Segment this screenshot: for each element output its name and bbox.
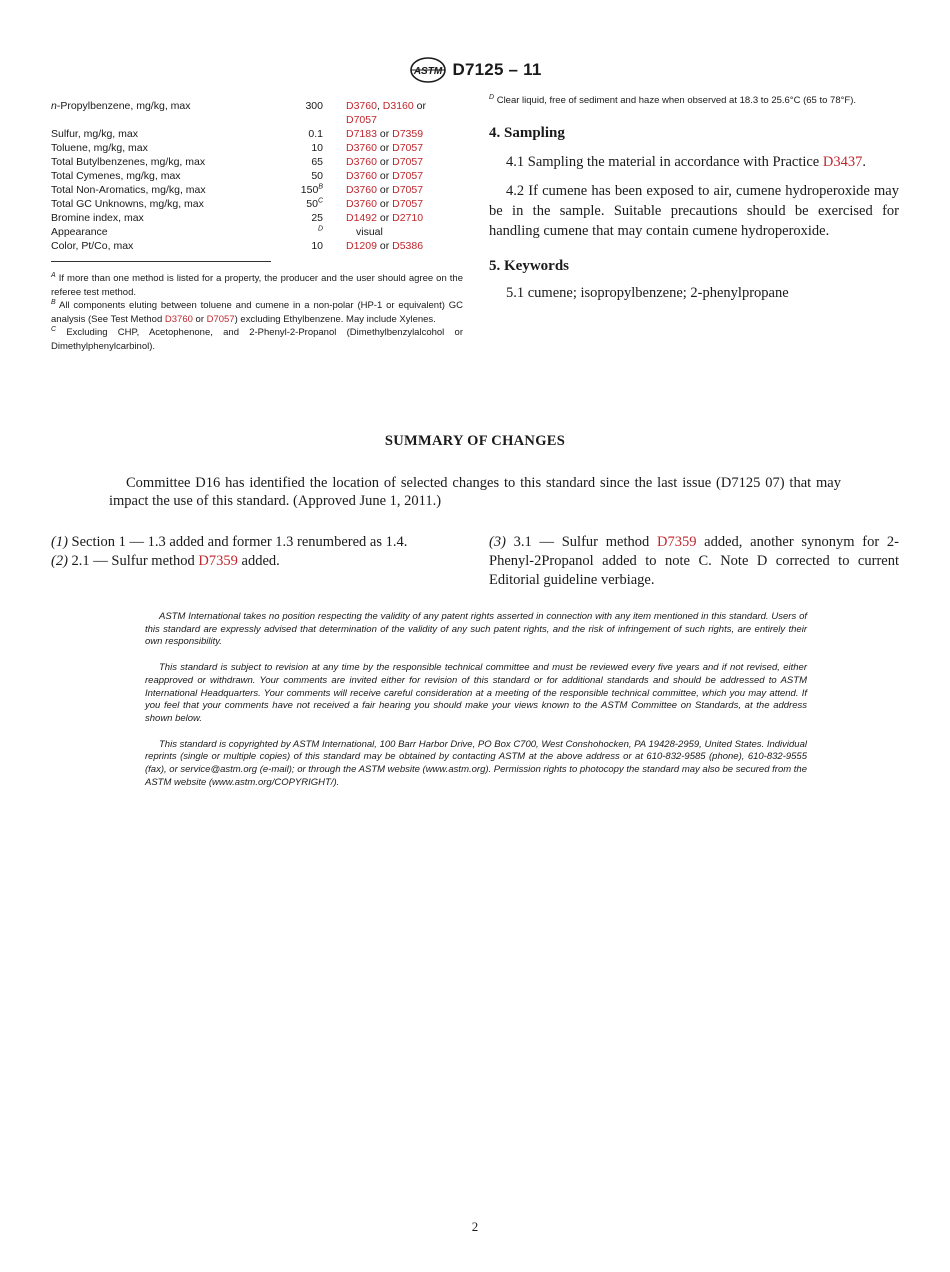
property-value: D — [317, 225, 323, 233]
paragraph-5-1: 5.1 cumene; isopropylbenzene; 2-phenylpropane — [506, 284, 789, 301]
table-row — [51, 169, 463, 183]
property-name: Total Butylbenzenes, mg/kg, max — [51, 156, 206, 168]
page-header — [0, 56, 950, 84]
method-link-d3760[interactable]: D3760 — [346, 170, 377, 182]
paragraph-4-2: 4.2 If cumene has been exposed to air, cumene hydroperoxide may be in the sample. Suitable precautions should be exercised for handling cumene that may contain cumene hydroperoxide. — [489, 182, 899, 239]
test-method: D3760 or D7057 — [346, 156, 424, 168]
legal-copyright-paragraph: This standard is copyrighted by ASTM International, 100 Barr Harbor Drive, PO Box C700, West Conshohocken, PA 19428-2959, United States. Individual reprints (single or multiple copies) of this standard may be obtained by contacting ASTM at the above address or at 610-832-9585 (phone), 610-832-9555 (fax), or service@astm.org (e-mail); or through the ASTM website (www.astm.org). Permission rights to photocopy the standard may also be secured from the ASTM website (www.astm.org/COPYRIGHT/). — [145, 738, 807, 788]
section-heading-sampling: 4. Sampling — [489, 124, 565, 141]
link-d7359[interactable]: D7359 — [656, 534, 697, 550]
changes-list-right — [489, 533, 899, 590]
link-d3760[interactable]: D3760 — [164, 313, 193, 325]
change-item-1: (1) Section 1 — 1.3 added and former 1.3 renumbered as 1.4. — [51, 534, 408, 550]
table-row — [51, 225, 463, 239]
method-link-d7057[interactable]: D7057 — [392, 184, 424, 196]
link-d3437[interactable]: D3437 — [822, 153, 863, 170]
table-row — [51, 183, 463, 197]
test-method: D7183 or D7359 — [346, 128, 424, 140]
link-d7359[interactable]: D7359 — [198, 553, 238, 569]
method-link-d7057[interactable]: D7057 — [346, 114, 377, 126]
legal-patent-paragraph: ASTM International takes no position respecting the validity of any patent rights asserted in connection with any item mentioned in this standard. Users of this standard are expressly advised that determination of the validity of any such patent rights, and the risk of infringement of such rights, are entirely their own responsibility. — [145, 611, 807, 648]
test-method: visual — [356, 226, 383, 238]
method-link-d7057[interactable]: D7057 — [392, 142, 424, 154]
specification-table — [51, 99, 463, 253]
legal-notice — [145, 611, 807, 802]
footnote-b: $^B$ All components eluting between toluene and cumene in a non-polar (HP-1 or equivalent) GC analysis (See Test Method D3760 or D7057) excluding Ethylbenzene. May include Xylenes. — [51, 298, 463, 325]
svg-text:ASTM: ASTM — [413, 66, 442, 77]
method-link-d3760[interactable]: D3760 — [346, 100, 377, 112]
property-value: 0.1 — [308, 128, 323, 140]
table-row — [51, 99, 463, 127]
test-method: D3760 or D7057 — [346, 170, 424, 182]
change-item-2: (2) 2.1 — Sulfur method D7359 added. — [51, 553, 280, 569]
property-name: Total Cymenes, mg/kg, max — [51, 170, 181, 182]
property-name: Color, Pt/Co, max — [51, 240, 134, 252]
legal-revision-paragraph: This standard is subject to revision at any time by the responsible technical committee and must be reviewed every five years and if not revised, either reapproved or withdrawn. Your comments are invited either for revision of this standard or for additional standards and should be addressed to ASTM International Headquarters. Your comments will receive careful consideration at a meeting of the responsible technical committee, which you may attend. If you feel that your comments have not received a fair hearing you should make your views known to the ASTM Committee on Standards, at the address shown below. — [145, 662, 807, 724]
footnote-c: $^C$ Excluding CHP, Acetophenone, and 2-Phenyl-2-Propanol (Dimethylbenzylalcohol or Dimethylphenylcarbinol). — [51, 325, 463, 352]
test-method: D3760 or D7057 — [346, 198, 424, 210]
method-link-d7057[interactable]: D7057 — [392, 198, 424, 210]
page-number: 2 — [471, 1219, 479, 1234]
footnote-a: $^A$ If more than one method is listed for a property, the producer and the user should agree on the referee test method. — [51, 271, 463, 298]
astm-logo-icon — [409, 57, 447, 83]
property-value: 300 — [305, 100, 323, 112]
test-method: D3760 or D7057 — [346, 184, 424, 196]
paragraph-4-1: 4.1 Sampling the material in accordance with Practice D3437. — [506, 153, 866, 170]
method-link-d3760[interactable]: D3760 — [346, 198, 377, 210]
property-value: $50^C$ — [306, 197, 323, 210]
right-column — [489, 94, 899, 303]
method-link-d3760[interactable]: D3760 — [346, 184, 377, 196]
changes-list-left — [51, 533, 463, 571]
method-link-d5386[interactable]: D5386 — [392, 240, 424, 252]
method-link-d3760[interactable]: D3760 — [346, 142, 377, 154]
summary-title: SUMMARY OF CHANGES — [384, 433, 566, 449]
table-row — [51, 127, 463, 141]
table-row — [51, 155, 463, 169]
footnote-divider — [51, 261, 271, 262]
method-link-d1492[interactable]: D1492 — [346, 212, 377, 224]
table-row — [51, 141, 463, 155]
property-value: 10 — [311, 240, 323, 252]
property-value: 25 — [311, 212, 323, 224]
test-method: D1492 or D2710 — [346, 212, 424, 224]
footnote-d: $^D$ Clear liquid, free of sediment and haze when observed at 18.3 to 25.6°C (65 to 78°F). — [489, 93, 857, 106]
method-link-d7359[interactable]: D7359 — [392, 128, 424, 140]
property-value: 10 — [311, 142, 323, 154]
property-name: Appearance — [51, 226, 108, 238]
test-method: D3760, D3160 or D7057 — [346, 100, 427, 126]
method-link-d7057[interactable]: D7057 — [392, 170, 424, 182]
change-item-3: (3) 3.1 — Sulfur method D7359 added, another synonym for 2-Phenyl-2Propanol added to note C. Note D corrected to current Editorial guideline verbiage. — [489, 534, 899, 588]
property-name: Toluene, mg/kg, max — [51, 142, 148, 154]
test-method: D3760 or D7057 — [346, 142, 424, 154]
property-value: 50 — [311, 170, 323, 182]
property-value: 65 — [311, 156, 323, 168]
table-row — [51, 211, 463, 225]
document-designation: D7125 – 11 — [452, 60, 542, 79]
link-d7057[interactable]: D7057 — [206, 313, 235, 325]
property-name: Total GC Unknowns, mg/kg, max — [51, 198, 204, 210]
method-link-d3760[interactable]: D3760 — [346, 156, 377, 168]
property-name: Total Non-Aromatics, mg/kg, max — [51, 184, 206, 196]
summary-intro: Committee D16 has identified the location of selected changes to this standard since the last issue (D7125 07) that may impact the use of this standard. (Approved June 1, 2011.) — [109, 475, 841, 509]
test-method: D1209 or D5386 — [346, 240, 424, 252]
method-link-d7183[interactable]: D7183 — [346, 128, 377, 140]
property-name: n-Propylbenzene, mg/kg, max — [51, 100, 191, 112]
table-footnotes — [51, 272, 463, 353]
property-name: Bromine index, max — [51, 212, 144, 224]
table-row — [51, 239, 463, 253]
property-value: $150^B$ — [300, 183, 323, 196]
method-link-d7057[interactable]: D7057 — [392, 156, 424, 168]
method-link-d1209[interactable]: D1209 — [346, 240, 377, 252]
section-heading-keywords: 5. Keywords — [489, 257, 569, 274]
property-name: Sulfur, mg/kg, max — [51, 128, 138, 140]
method-link-d3160[interactable]: D3160 — [382, 100, 414, 112]
table-row — [51, 197, 463, 211]
method-link-d2710[interactable]: D2710 — [392, 212, 424, 224]
